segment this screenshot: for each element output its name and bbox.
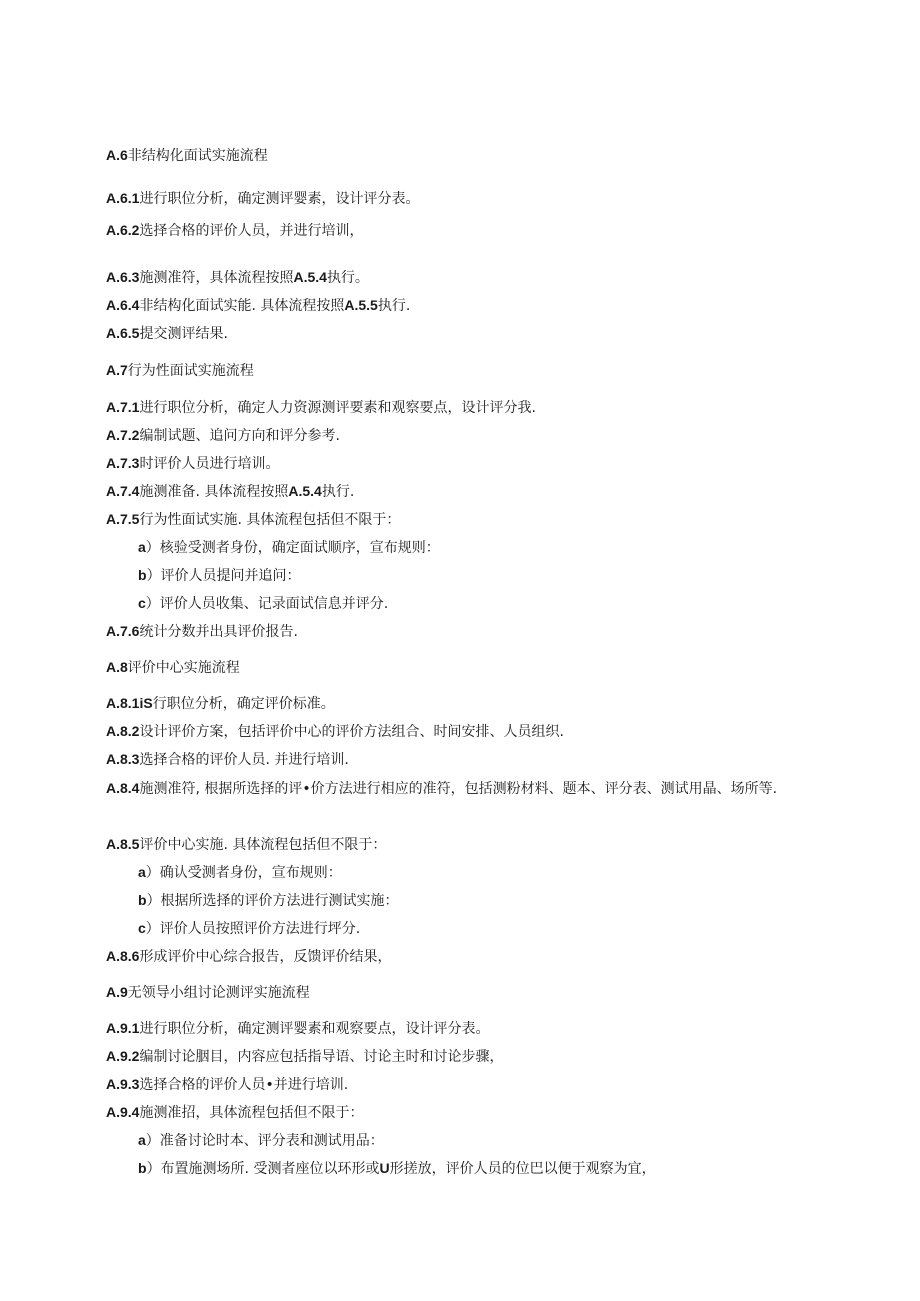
clause-number: A.7.1 [106, 399, 140, 415]
clause-a7-4 [106, 481, 354, 502]
clause-text: 非结构化面试实能. 具体流程按照 [139, 298, 345, 314]
clause-text: 时评价人员进行培训。 [139, 456, 280, 472]
clause-reference: A.5.5 [344, 297, 378, 313]
list-text: ）评价人员按照评价方法进行坪分. [145, 921, 361, 937]
list-text: 形搓放，评价人员的位巴以便于观察为宜， [389, 1161, 656, 1177]
list-item-c [138, 593, 388, 614]
clause-text: 执行。 [326, 270, 369, 286]
clause-text: 非结构化面试实施流程 [127, 148, 268, 164]
clause-number: A.6 [106, 147, 128, 163]
clause-a8-6 [106, 946, 391, 967]
clause-a7-3 [106, 453, 279, 474]
list-text: ）评价人员收集、记录面试信息并评分. [145, 596, 389, 612]
clause-text: 行为性面试实施. 具体流程包括但不限于： [139, 512, 401, 528]
clause-a8-2 [106, 721, 564, 742]
clause-text: 编制讨论胭目，内容应包括指导语、讨论主时和讨论步骤， [139, 1049, 504, 1065]
section-heading-a8 [106, 657, 240, 678]
clause-a7-2 [106, 425, 340, 446]
clause-a6-3 [106, 267, 369, 288]
section-heading-a9 [106, 982, 310, 1003]
list-text: ）布置施测场所. 受测者座位以环形或 [146, 1161, 380, 1177]
clause-a6-4 [106, 295, 410, 316]
clause-text: 施测准备. 具体流程按照 [139, 484, 289, 500]
clause-number: A.6.3 [106, 269, 140, 285]
clause-text: 行职位分析，确定评价标准。 [152, 696, 335, 712]
clause-a6-1 [106, 188, 419, 209]
clause-text: 设计评价方案，包括评价中心的评价方法组合、时间安排、人员组织. [139, 724, 564, 740]
clause-text: 提交测评结果. [139, 326, 228, 342]
clause-number: A.8.5 [106, 836, 140, 852]
list-text: ）准备讨论时本、评分表和测试用品： [145, 1133, 384, 1149]
section-heading-a6 [106, 145, 268, 166]
list-item-a [138, 1130, 384, 1151]
list-marker: b [138, 567, 147, 583]
clause-text: 评价中心实施流程 [127, 660, 240, 676]
clause-text: 进行职位分析，确定测评婴素和观察要点，设计评分表。 [139, 1021, 490, 1037]
clause-number: A.8.2 [106, 723, 140, 739]
clause-number: A.8.4 [106, 780, 140, 796]
clause-text: 形成评价中心综合报告，反馈评价结果， [139, 949, 392, 965]
clause-a8-4 [106, 775, 826, 803]
list-marker: a [138, 539, 146, 555]
clause-a6-5 [106, 323, 228, 344]
clause-text: 执行. [321, 484, 355, 500]
clause-a8-1 [106, 693, 335, 714]
clause-a8-5 [106, 834, 386, 855]
clause-text: 选择合格的评价人员. 并进行培训. [139, 752, 349, 768]
clause-a9-3 [106, 1074, 348, 1095]
clause-text: 施测准招，具体流程包括但不限于： [139, 1105, 364, 1121]
list-text: ）核验受测者身份，确定面试顺序，宣布规则： [145, 540, 440, 556]
clause-text: 施测准符, 根据所选择的评•价方法进行相应的准符，包括测粉材料、题本、评分表、测试用晶、场所等. [139, 781, 778, 797]
clause-number: A.9.3 [106, 1076, 140, 1092]
clause-number: A.9 [106, 984, 128, 1000]
clause-number: A.8 [106, 659, 128, 675]
clause-text: 选择合格的评价人员，并进行培训， [139, 223, 364, 239]
clause-number: A.6.5 [106, 325, 140, 341]
list-marker: a [138, 864, 146, 880]
clause-reference: A.5.4 [293, 269, 327, 285]
list-text: ）确认受测者身份，宣布规则： [145, 865, 342, 881]
clause-number: A.8.3 [106, 751, 140, 767]
clause-a7-5 [106, 509, 400, 530]
clause-text: 行为性面试实施流程 [127, 363, 254, 379]
clause-a9-4 [106, 1102, 363, 1123]
list-item-a [138, 862, 342, 883]
list-reference: U [379, 1160, 390, 1176]
list-marker: b [138, 892, 147, 908]
clause-text: 执行. [377, 298, 411, 314]
clause-reference: A.5.4 [288, 483, 322, 499]
clause-text: 施测准符，具体流程按照 [139, 270, 294, 286]
list-marker: a [138, 1132, 146, 1148]
clause-a8-3 [106, 749, 349, 770]
list-item-b [138, 1158, 656, 1179]
clause-text: 选择合格的评价人员•并进行培训. [139, 1077, 349, 1093]
clause-number: A.6.2 [106, 222, 140, 238]
clause-text: 进行职位分析，确定测评婴素，设计评分表。 [139, 191, 420, 207]
clause-number: A.6.4 [106, 297, 140, 313]
clause-number: A.7.2 [106, 427, 140, 443]
clause-text: 评价中心实施. 具体流程包括但不限于： [139, 837, 387, 853]
list-item-b [138, 565, 301, 586]
clause-text: 统计分数并出具评价报告. [139, 624, 298, 640]
clause-number: A.7.6 [106, 623, 140, 639]
list-item-a [138, 537, 440, 558]
clause-a9-1 [106, 1018, 489, 1039]
clause-number: A.9.2 [106, 1048, 140, 1064]
list-marker: b [138, 1160, 147, 1176]
clause-number: A.8.6 [106, 948, 140, 964]
list-marker: c [138, 920, 146, 936]
list-text: ）评价人员提问并追问： [146, 568, 301, 584]
clause-a6-2 [106, 220, 363, 241]
clause-number: A.6.1 [106, 190, 140, 206]
clause-a7-1 [106, 397, 536, 418]
clause-number: A.7.5 [106, 511, 140, 527]
section-heading-a7 [106, 360, 254, 381]
clause-text: 编制试题、追问方向和评分参考. [139, 428, 340, 444]
clause-text: 进行职位分析，确定人力资源测评要素和观察要点，设计评分我. [139, 400, 536, 416]
list-text: ）根据所选择的评价方法进行测试实施： [146, 893, 399, 909]
clause-number: A.9.4 [106, 1104, 140, 1120]
clause-number: A.7.4 [106, 483, 140, 499]
list-marker: c [138, 595, 146, 611]
clause-a7-6 [106, 621, 298, 642]
list-item-b [138, 890, 399, 911]
list-item-c [138, 918, 360, 939]
clause-number: A.8.1iS [106, 695, 153, 711]
clause-number: A.7 [106, 362, 128, 378]
clause-number: A.7.3 [106, 455, 140, 471]
clause-number: A.9.1 [106, 1020, 140, 1036]
clause-a9-2 [106, 1046, 503, 1067]
clause-text: 无领导小组讨论测评实施流程 [127, 985, 310, 1001]
